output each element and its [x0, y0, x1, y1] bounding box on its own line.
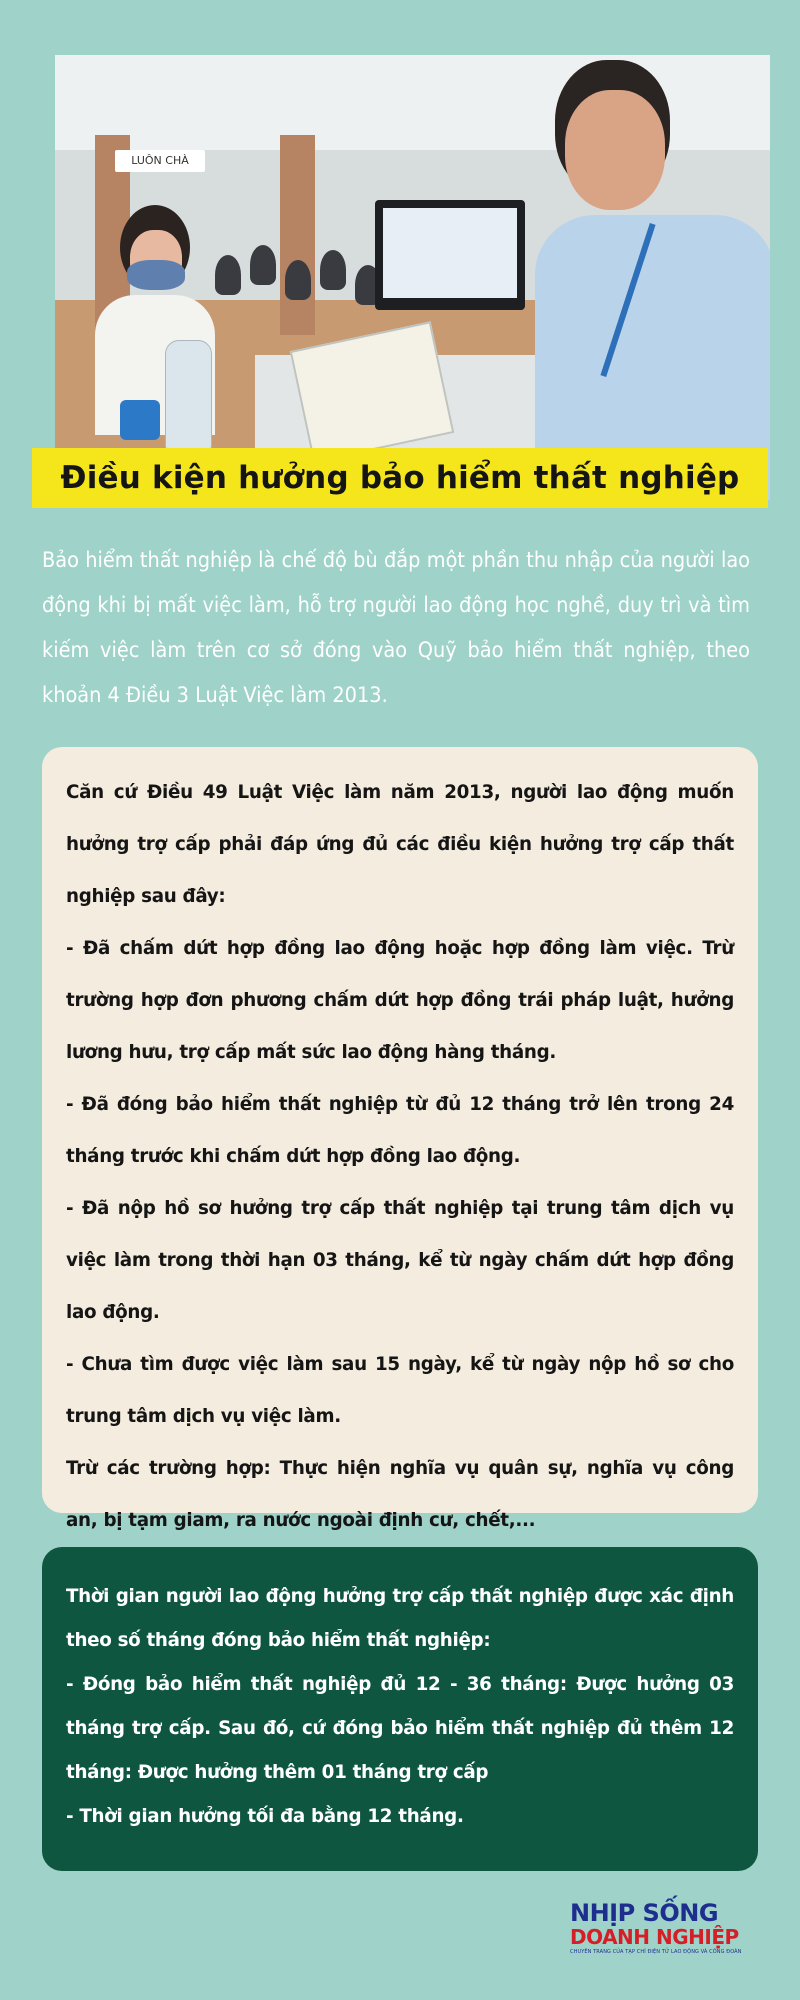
duration-item: - Đóng bảo hiểm thất nghiệp đủ 12 - 36 tháng: Được hưởng 03 tháng trợ cấp. Sau đó, cứ đóng bảo hiểm thất nghiệp đủ thêm 12 tháng: Được hưởng thêm 01 tháng trợ cấp [66, 1674, 734, 1783]
condition-item: - Đã chấm dứt hợp đồng lao động hoặc hợp đồng làm việc. Trừ trường hợp đơn phương chấm dứt hợp đồng trái pháp luật, hưởng lương hưu, trợ cấp mất sức lao động hàng tháng. [66, 938, 734, 1063]
logo-tagline: CHUYÊN TRANG CỦA TẠP CHÍ ĐIỆN TỬ LAO ĐỘNG VÀ CÔNG ĐOÀN [570, 1949, 742, 1955]
condition-item: - Đã đóng bảo hiểm thất nghiệp từ đủ 12 tháng trở lên trong 24 tháng trước khi chấm dứt hợp đồng lao động. [66, 1094, 734, 1167]
duration-item: - Thời gian hưởng tối đa bằng 12 tháng. [66, 1806, 464, 1827]
conditions-intro: Căn cứ Điều 49 Luật Việc làm năm 2013, người lao động muốn hưởng trợ cấp phải đáp ứng đủ các điều kiện hưởng trợ cấp thất nghiệp sau đây: [66, 782, 734, 907]
photo-stamp [120, 400, 160, 440]
brand-logo [570, 1900, 760, 1970]
photo-banner-sign: LUÔN CHÀ [115, 150, 205, 172]
photo-crowd [215, 235, 395, 325]
condition-item: - Chưa tìm được việc làm sau 15 ngày, kể từ ngày nộp hồ sơ cho trung tâm dịch vụ việc làm. [66, 1354, 734, 1427]
page-title: Điều kiện hưởng bảo hiểm thất nghiệp [60, 460, 740, 496]
header-photo [55, 55, 770, 500]
conditions-exception: Trừ các trường hợp: Thực hiện nghĩa vụ quân sự, nghĩa vụ công an, bị tạm giam, ra nước ngoài định cư, chết,... [66, 1458, 734, 1531]
condition-item: - Đã nộp hồ sơ hưởng trợ cấp thất nghiệp tại trung tâm dịch vụ việc làm trong thời hạn 03 tháng, kể từ ngày chấm dứt hợp đồng lao động. [66, 1198, 734, 1323]
logo-line-2: DOANH NGHIỆP [570, 1925, 739, 1949]
conditions-box [42, 747, 758, 1531]
photo-monitor [375, 200, 525, 310]
photo-officer [515, 55, 770, 500]
photo-water-bottle [165, 340, 212, 452]
duration-intro: Thời gian người lao động hưởng trợ cấp thất nghiệp được xác định theo số tháng đóng bảo hiểm thất nghiệp: [66, 1586, 734, 1651]
intro-paragraph: Bảo hiểm thất nghiệp là chế độ bù đắp một phần thu nhập của người lao động khi bị mất việc làm, hỗ trợ người lao động học nghề, duy trì và tìm kiếm việc làm trên cơ sở đóng vào Quỹ bảo hiểm thất nghiệp, theo khoản 4 Điều 3 Luật Việc làm 2013. [42, 548, 750, 708]
duration-box [42, 1547, 758, 1871]
title-bar [32, 448, 768, 508]
logo-line-1: NHỊP SỐNG [570, 1899, 719, 1927]
